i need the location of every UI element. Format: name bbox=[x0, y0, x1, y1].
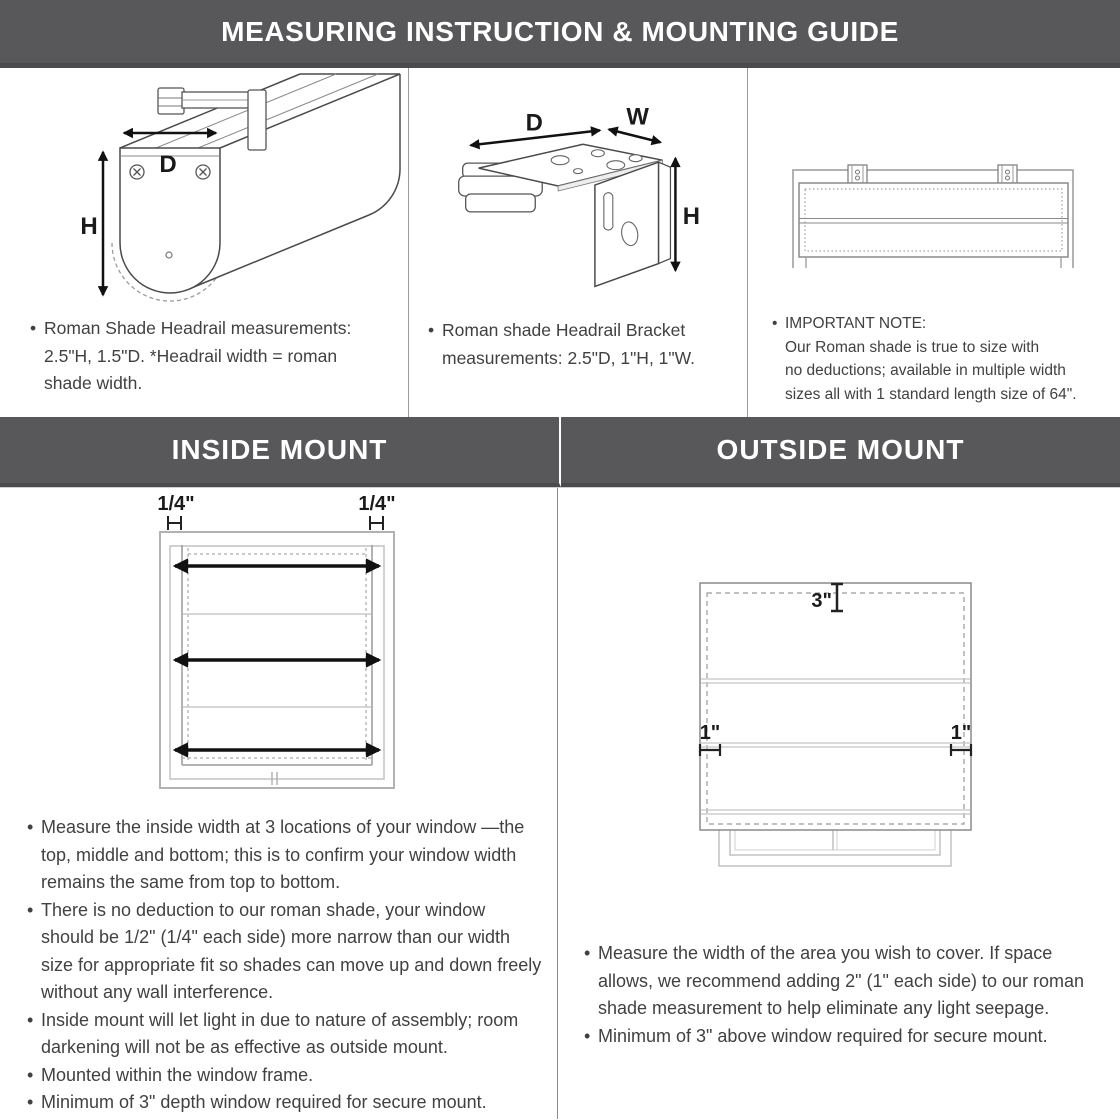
list-item bbox=[30, 315, 378, 398]
depth-label: D bbox=[525, 109, 543, 137]
list-item bbox=[584, 940, 1096, 1023]
list-item bbox=[27, 814, 543, 897]
shade-panel bbox=[700, 583, 971, 830]
bullet-dot: • bbox=[428, 320, 435, 340]
outside-mount-diagram bbox=[638, 558, 1038, 873]
bullet-text: Minimum of 3" above window required for secure mount. bbox=[598, 1025, 1048, 1046]
note-text-block bbox=[785, 312, 1077, 406]
gap-label-left: 1/4" bbox=[157, 493, 195, 515]
gap-tick-left bbox=[168, 516, 181, 530]
list-item bbox=[428, 317, 734, 372]
bullet-dot: • bbox=[772, 315, 778, 332]
inside-mount-panel bbox=[0, 488, 558, 1119]
bracket-panel bbox=[408, 68, 748, 417]
bullet-text: Mounted within the window frame. bbox=[41, 1064, 314, 1085]
bullet-dot: • bbox=[27, 1064, 34, 1085]
inside-mount-heading: INSIDE MOUNT bbox=[0, 417, 561, 487]
headrail-caption bbox=[30, 315, 378, 398]
side-gap-label-right: 1" bbox=[950, 722, 972, 744]
headrail-diagram bbox=[0, 68, 408, 318]
outside-mount-heading: OUTSIDE MOUNT bbox=[561, 417, 1120, 487]
height-label: H bbox=[80, 213, 98, 240]
note-line: no deductions; available in multiple width bbox=[785, 362, 1066, 379]
depth-label: D bbox=[159, 151, 177, 178]
bracket-diagram bbox=[409, 68, 747, 313]
outside-mount-panel bbox=[558, 488, 1119, 1119]
mounting-bracket-icon bbox=[998, 165, 1017, 183]
bullet-text: Measure the width of the area you wish to cover. If space allows, we recommend adding 2" (1" each side) to our roman shade measurement to help eliminate any light seepage. bbox=[598, 943, 1085, 1018]
note-caption bbox=[772, 312, 1108, 406]
bullet-dot: • bbox=[27, 1092, 34, 1112]
side-gap-label-left: 1" bbox=[699, 722, 721, 744]
height-label: H bbox=[682, 202, 700, 230]
page-title: MEASURING INSTRUCTION & MOUNTING GUIDE bbox=[221, 15, 899, 47]
list-item bbox=[27, 1089, 543, 1117]
bullet-dot: • bbox=[584, 943, 591, 963]
bracket-slot bbox=[604, 193, 613, 230]
bullet-dot: • bbox=[584, 1025, 591, 1046]
bullet-dot: • bbox=[27, 1009, 34, 1030]
bullet-dot: • bbox=[27, 817, 34, 837]
bracket-side-flange bbox=[659, 162, 671, 263]
mount-details-section bbox=[0, 488, 1120, 1119]
gap-label-right: 1/4" bbox=[358, 493, 396, 515]
list-item bbox=[772, 312, 1108, 406]
note-panel bbox=[748, 68, 1120, 417]
mounted-headrail-diagram bbox=[748, 68, 1120, 283]
list-item bbox=[27, 1007, 543, 1062]
bullet-text: Minimum of 3" depth window required for secure mount. bbox=[41, 1092, 487, 1112]
inside-mount-notes bbox=[27, 814, 543, 1117]
note-line: sizes all with 1 standard length size of 64". bbox=[785, 385, 1077, 403]
note-title: IMPORTANT NOTE: bbox=[785, 315, 927, 332]
bracket-bullet-text: Roman shade Headrail Bracket measurements: 2.5"D, 1"H, 1"W. bbox=[442, 320, 696, 368]
mount-headings-row bbox=[0, 417, 1120, 488]
headrail-bullet-text: Roman Shade Headrail measurements: 2.5"H, 1.5"D. *Headrail width = roman shade width. bbox=[44, 318, 352, 393]
list-item bbox=[584, 1023, 1096, 1051]
window-inner-frame bbox=[170, 546, 384, 779]
page-title-bar bbox=[0, 0, 1120, 68]
outside-mount-notes bbox=[584, 940, 1096, 1050]
note-line: Our Roman shade is true to size with bbox=[785, 338, 1040, 356]
bullet-text: Measure the inside width at 3 locations of your window —the top, middle and bottom; this is to confirm your window width remains the same from top to bottom. bbox=[41, 817, 525, 892]
bullet-text: There is no deduction to our roman shade, your window should be 1/2" (1/4" each side) more narrow than our width size for appropriate fit so shades can move up and down freely without any wall interference. bbox=[41, 899, 542, 1002]
headrail-panel bbox=[0, 68, 408, 417]
bullet-dot: • bbox=[30, 318, 37, 338]
mounting-bracket-icon bbox=[848, 165, 867, 183]
bullet-dot: • bbox=[27, 899, 34, 920]
bracket-caption bbox=[428, 317, 734, 372]
width-label: W bbox=[626, 103, 649, 131]
headrail-front bbox=[799, 183, 1068, 257]
top-gap-label: 3" bbox=[811, 590, 832, 612]
list-item bbox=[27, 897, 543, 1007]
bullet-text: Inside mount will let light in due to nature of assembly; room darkening will not be as effective as outside mount. bbox=[41, 1009, 519, 1057]
width-arrow bbox=[609, 129, 661, 142]
list-item bbox=[27, 1062, 543, 1090]
gap-tick-right bbox=[370, 516, 383, 530]
top-section bbox=[0, 68, 1120, 417]
inside-mount-diagram bbox=[130, 488, 450, 810]
